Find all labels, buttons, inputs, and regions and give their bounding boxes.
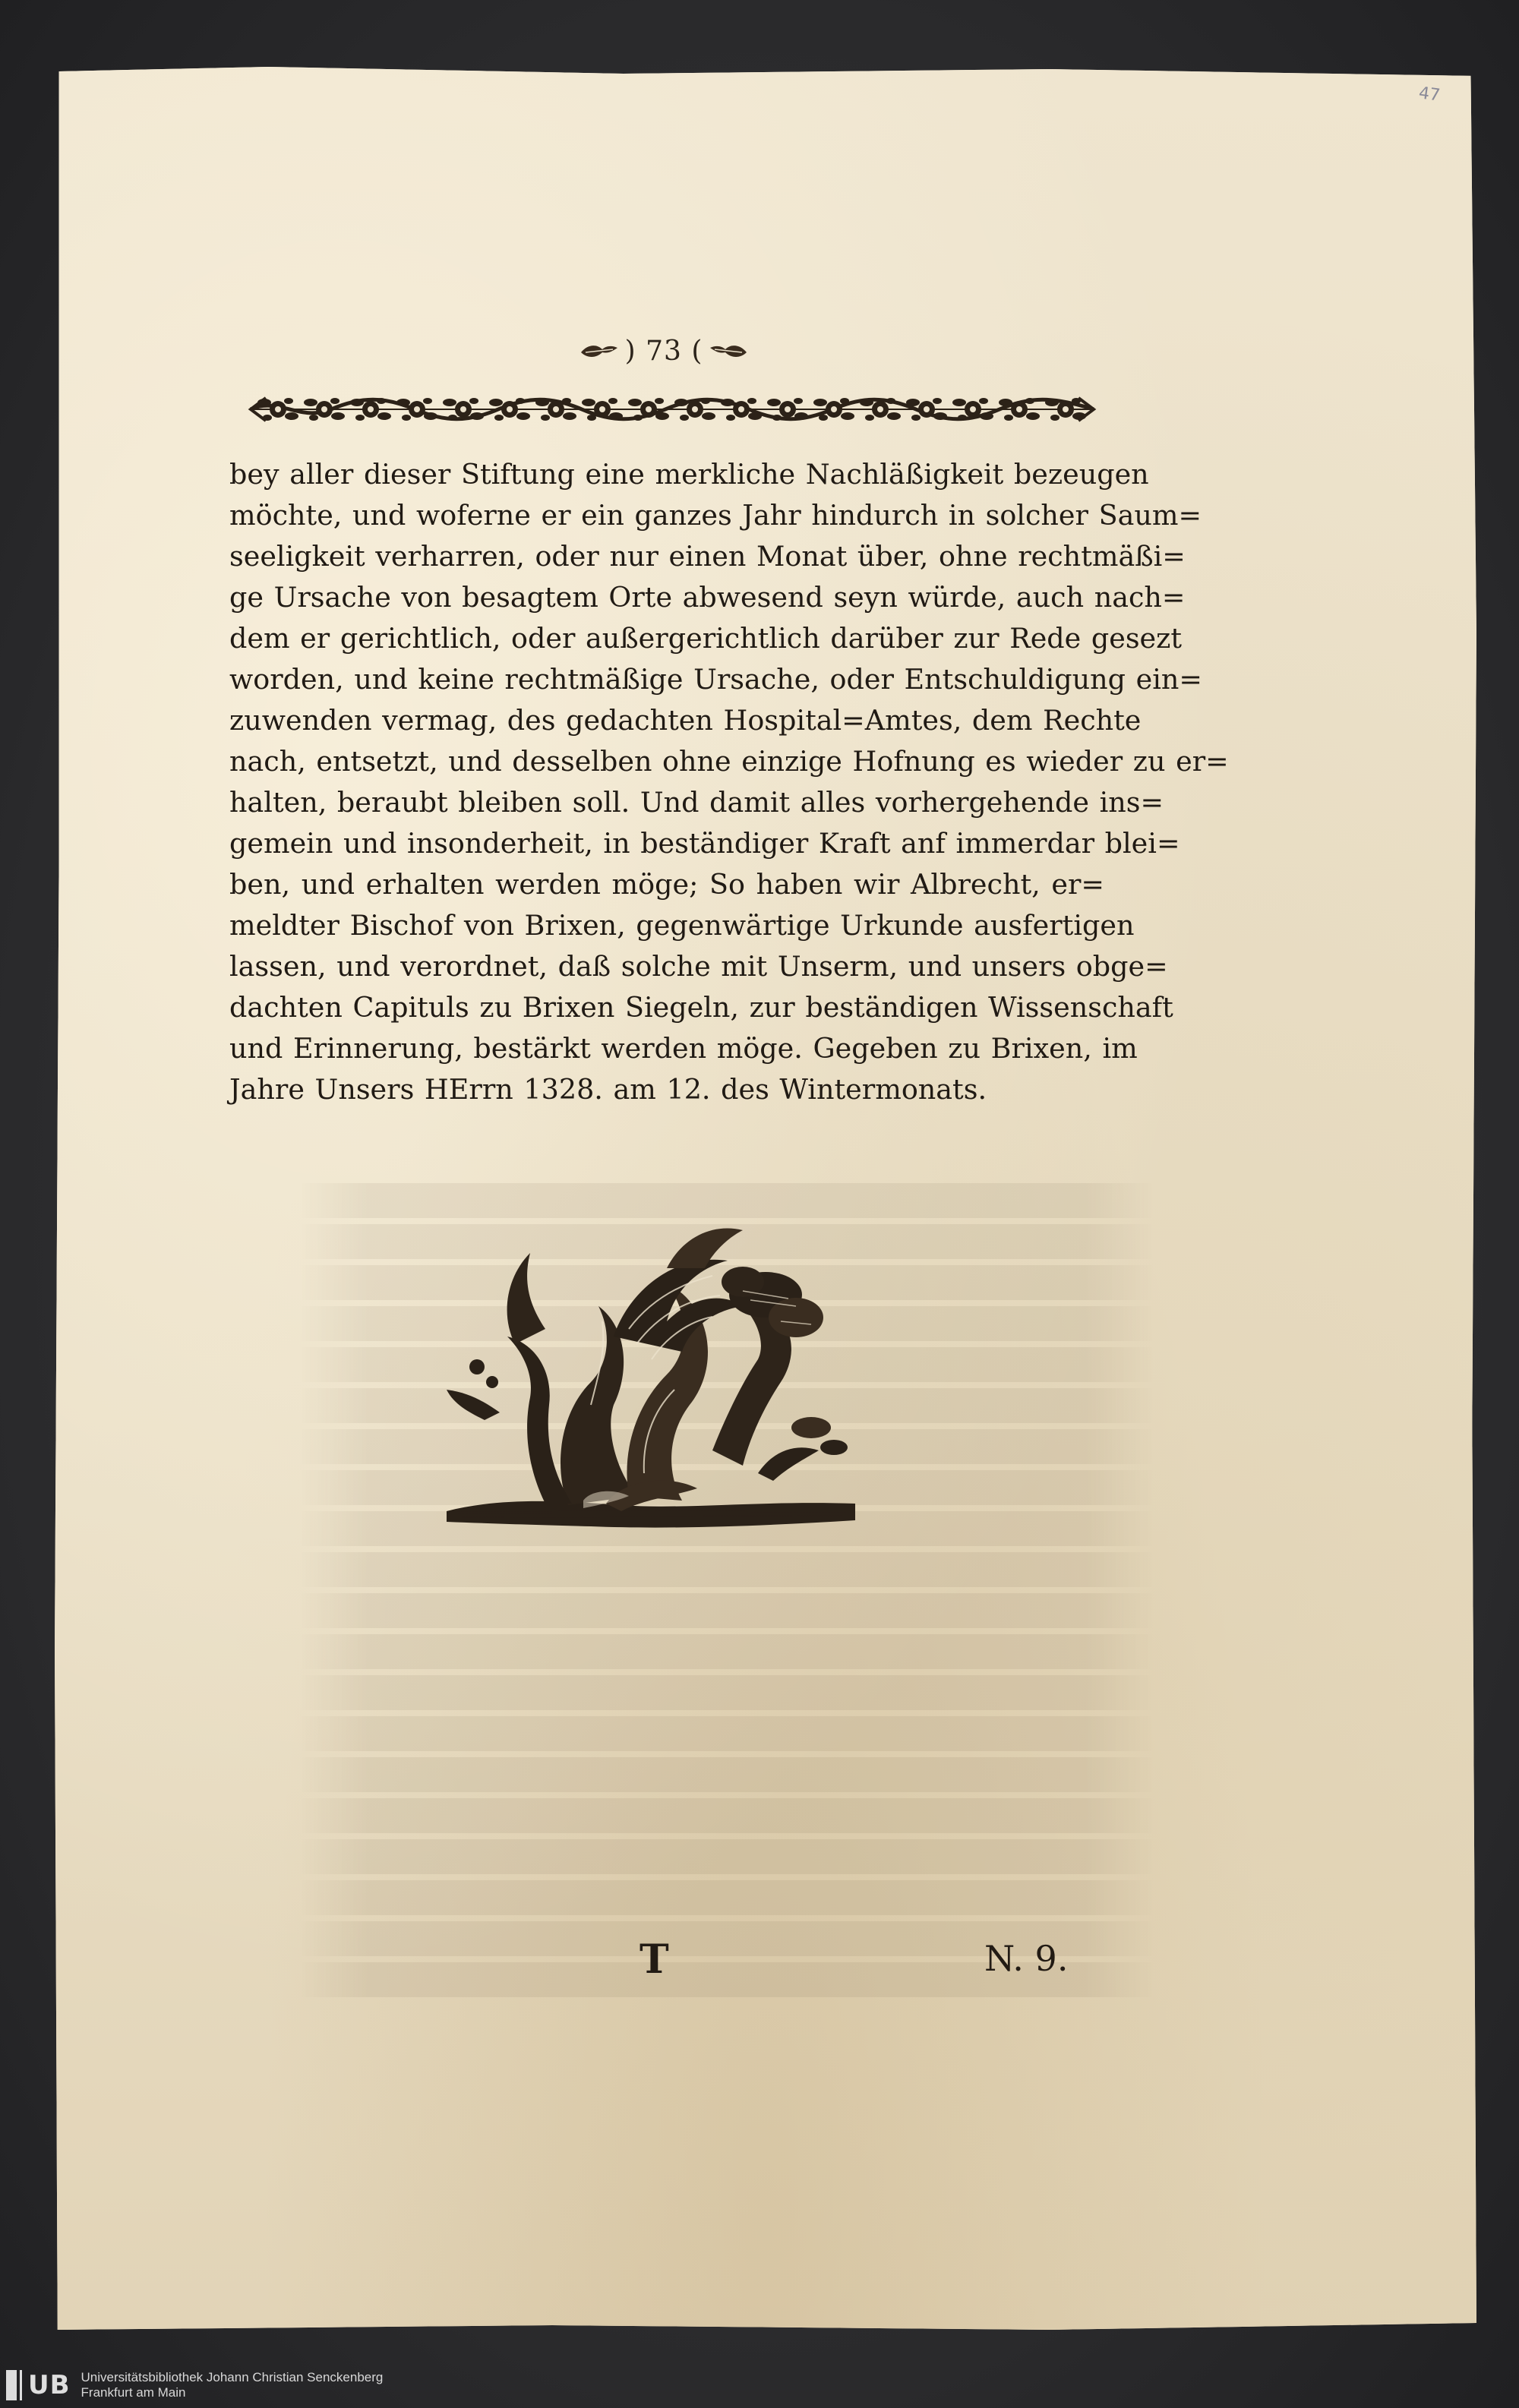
library-credit-bar <box>0 2366 383 2404</box>
ub-logo-text: UB <box>20 2370 71 2400</box>
library-name-line1: Universitätsbibliothek Johann Christian Senckenberg <box>81 2370 384 2384</box>
body-text-line: ge Ursache von besagtem Orte abwesend seyn würde, auch nach= <box>229 581 1186 614</box>
body-text-line: dachten Capituls zu Brixen Siegeln, zur beständigen Wissenschaft <box>229 991 1173 1024</box>
body-text-line: worden, und keine rechtmäßige Ursache, oder Entschuldigung ein= <box>229 663 1202 696</box>
body-text-line: Jahre Unsers HErrn 1328. am 12. des Wintermonats. <box>229 1073 987 1106</box>
library-name-line2: Frankfurt am Main <box>81 2385 186 2400</box>
body-text-line: seeligkeit verharren, oder nur einen Monat über, ohne rechtmäßi= <box>229 540 1186 573</box>
page-number: ) 73 ( <box>624 335 703 367</box>
body-text <box>229 454 1229 1110</box>
page-edge-pencil-mark: 47 <box>1417 84 1442 106</box>
body-text-line: halten, beraubt bleiben soll. Und damit alles vorhergehende ins= <box>229 786 1164 819</box>
ub-logo-block-icon <box>6 2370 17 2400</box>
right-leaf-ornament-icon <box>709 339 748 363</box>
left-leaf-ornament-icon <box>579 339 619 363</box>
rocaille-vignette-icon <box>439 1223 863 1534</box>
body-text-line: lassen, und verordnet, daß solche mit Unserm, und unsers obge= <box>229 950 1168 983</box>
body-text-line: ben, und erhalten werden möge; So haben wir Albrecht, er= <box>229 868 1104 901</box>
body-text-line: gemein und insonderheit, in beständiger Kraft anf immerdar blei= <box>229 827 1180 860</box>
body-text-line: möchte, und woferne er ein ganzes Jahr hindurch in solcher Saum= <box>229 499 1202 532</box>
body-text-line: bey aller dieser Stiftung eine merkliche Nachläßigkeit bezeugen <box>229 458 1149 491</box>
body-text-line: nach, entsetzt, und desselben ohne einzige Hofnung es wieder zu er= <box>229 745 1229 778</box>
catchword: N. 9. <box>984 1938 1069 1979</box>
body-text-line: zuwenden vermag, des gedachten Hospital=Amtes, dem Rechte <box>229 704 1142 737</box>
page-header <box>573 328 755 374</box>
body-text-line: meldter Bischof von Brixen, gegenwärtige Urkunde ausfertigen <box>229 909 1135 942</box>
floral-ornament-band <box>248 389 1097 430</box>
ub-logo <box>0 2370 71 2400</box>
library-name <box>81 2370 384 2400</box>
signature-mark: T <box>639 1936 669 1983</box>
body-text-line: und Erinnerung, bestärkt werden möge. Gegeben zu Brixen, im <box>229 1032 1138 1065</box>
body-text-line: dem er gerichtlich, oder außergerichtlich darüber zur Rede gesezt <box>229 622 1183 655</box>
